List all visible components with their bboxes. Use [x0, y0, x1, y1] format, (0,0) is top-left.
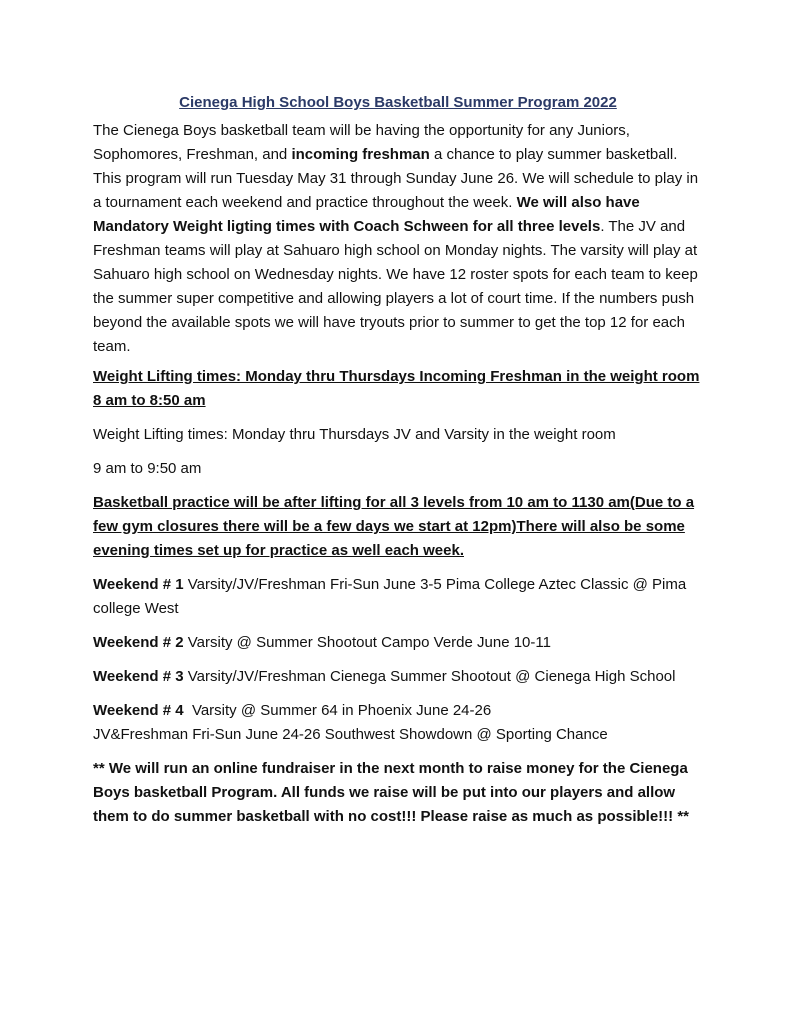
weekend-3-label: Weekend # 3: [93, 668, 184, 685]
weekend-2: [93, 631, 703, 655]
document-page: [93, 92, 703, 839]
weekend-2-label: Weekend # 2: [93, 634, 184, 651]
intro-text-1: The Cienega Boys basketball team will be having the opportunity for any Juniors, Sophomores, Freshman, and: [93, 122, 630, 163]
intro-bold-1: incoming freshman: [291, 146, 430, 163]
weekend-4: [93, 699, 703, 747]
page-title: Cienega High School Boys Basketball Summer Program 2022: [179, 94, 617, 111]
lifting-jv-varsity-time: 9 am to 9:50 am: [93, 460, 202, 477]
weekend-3-text: Varsity/JV/Freshman Cienega Summer Shootout @ Cienega High School: [183, 668, 676, 685]
weekend-4-text: Varsity @ Summer 64 in Phoenix June 24-26: [183, 702, 492, 719]
weekend-3: [93, 665, 703, 689]
fundraiser-note: ** We will run an online fundraiser in the next month to raise money for the Cienega Boys basketball Program. All funds we raise will be put into our players and allow them to do summer basketball with no cost!!! Please raise as much as possible!!! **: [93, 760, 689, 825]
weekend-1-label: Weekend # 1: [93, 576, 184, 593]
intro-bold-2: We will also have Mandatory Weight ligting times with Coach Schween for all three levels: [93, 194, 640, 235]
intro-text-2: a chance to play summer basketball. This program will run Tuesday May 31 through Sunday June 26. We will schedule to play in a tournament each weekend and practice throughout the week.: [93, 146, 699, 211]
practice-note: Basketball practice will be after lifting for all 3 levels from 10 am to 1130 am(Due to a few gym closures there will be a few days we start at 12pm)There will also be some evening times set up for practice as well each week.: [93, 494, 695, 559]
weekend-4-label: Weekend # 4: [93, 702, 184, 719]
lifting-freshman-heading: Weight Lifting times: Monday thru Thursdays Incoming Freshman in the weight room 8 am to 8:50 am: [93, 368, 700, 409]
weekend-1-text: Varsity/JV/Freshman Fri-Sun June 3-5 Pima College Aztec Classic @ Pima college West: [93, 576, 687, 617]
weekend-4-line-2: JV&Freshman Fri-Sun June 24-26 Southwest Showdown @ Sporting Chance: [93, 726, 608, 743]
intro-text-3: . The JV and Freshman teams will play at Sahuaro high school on Monday nights. The varsity will play at Sahuaro high school on Wednesday nights. We have 12 roster spots for each team to keep the summer super competitive and allowing players a lot of court time. If the numbers push beyond the available spots we will have tryouts prior to summer to get the top 12 for each team.: [93, 218, 698, 355]
lifting-jv-varsity: Weight Lifting times: Monday thru Thursdays JV and Varsity in the weight room: [93, 426, 616, 443]
intro-paragraph: [93, 119, 703, 359]
weekend-1: [93, 573, 703, 621]
weekend-4-line-1: [93, 699, 703, 723]
weekend-2-text: Varsity @ Summer Shootout Campo Verde June 10-11: [183, 634, 551, 651]
